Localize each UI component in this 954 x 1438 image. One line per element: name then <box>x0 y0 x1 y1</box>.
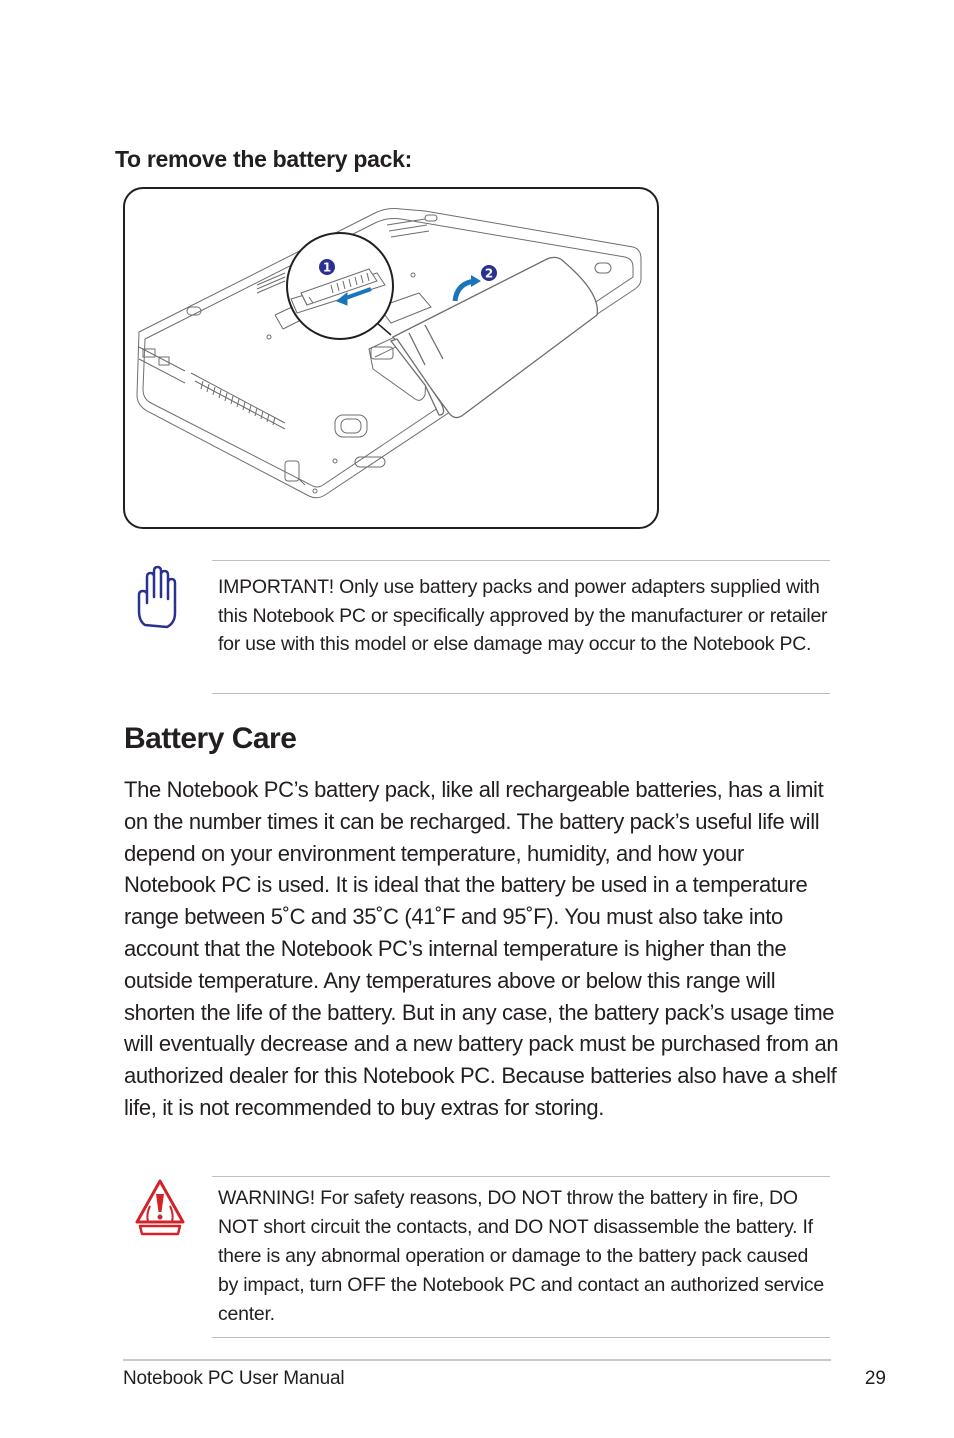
battery-care-heading: Battery Care <box>124 722 297 755</box>
notebook-underside-drawing <box>125 189 657 527</box>
battery-removal-illustration <box>123 187 659 529</box>
footer-manual-title: Notebook PC User Manual <box>123 1368 345 1389</box>
important-note <box>212 560 830 694</box>
warning-note <box>212 1176 830 1338</box>
warning-note-text: WARNING! For safety reasons, DO NOT throw the battery in fire, DO NOT short circuit the contacts, and DO NOT disassemble the battery. If there is any abnormal operation or damage to the battery pack caused by impact, turn OFF the Notebook PC and contact an authorized service center. <box>218 1187 824 1325</box>
important-note-text: IMPORTANT! Only use battery packs and power adapters supplied with this Notebook PC or specifically approved by the manufacturer or retailer for use with this model or else damage may occur to the Notebook PC. <box>218 576 828 655</box>
battery-care-paragraph: The Notebook PC’s battery pack, like all rechargeable batteries, has a limit on the number times it can be recharged. The battery pack’s useful life will depend on your environment temperature, humidity, and how your Notebook PC is used. It is ideal that the battery be used in a temperature range between 5˚C and 35˚C (41˚F and 95˚F). You must also take into account that the Notebook PC’s internal temperature is higher than the outside temperature. Any temperatures above or below this range will shorten the life of the battery. But in any case, the battery pack’s usage time will eventually decrease and a new battery pack must be purchased from an authorized dealer for this Notebook PC. Because batteries also have a shelf life, it is not recommended to buy extras for storing. <box>124 777 839 1120</box>
remove-battery-heading: To remove the battery pack: <box>115 146 412 172</box>
page-number: 29 <box>864 1368 886 1389</box>
hand-stop-icon <box>135 565 181 636</box>
callout-number-2: 2 <box>484 266 494 281</box>
warning-triangle-icon <box>134 1178 186 1243</box>
callout-number-1: 1 <box>322 260 332 275</box>
footer-divider <box>123 1359 831 1361</box>
